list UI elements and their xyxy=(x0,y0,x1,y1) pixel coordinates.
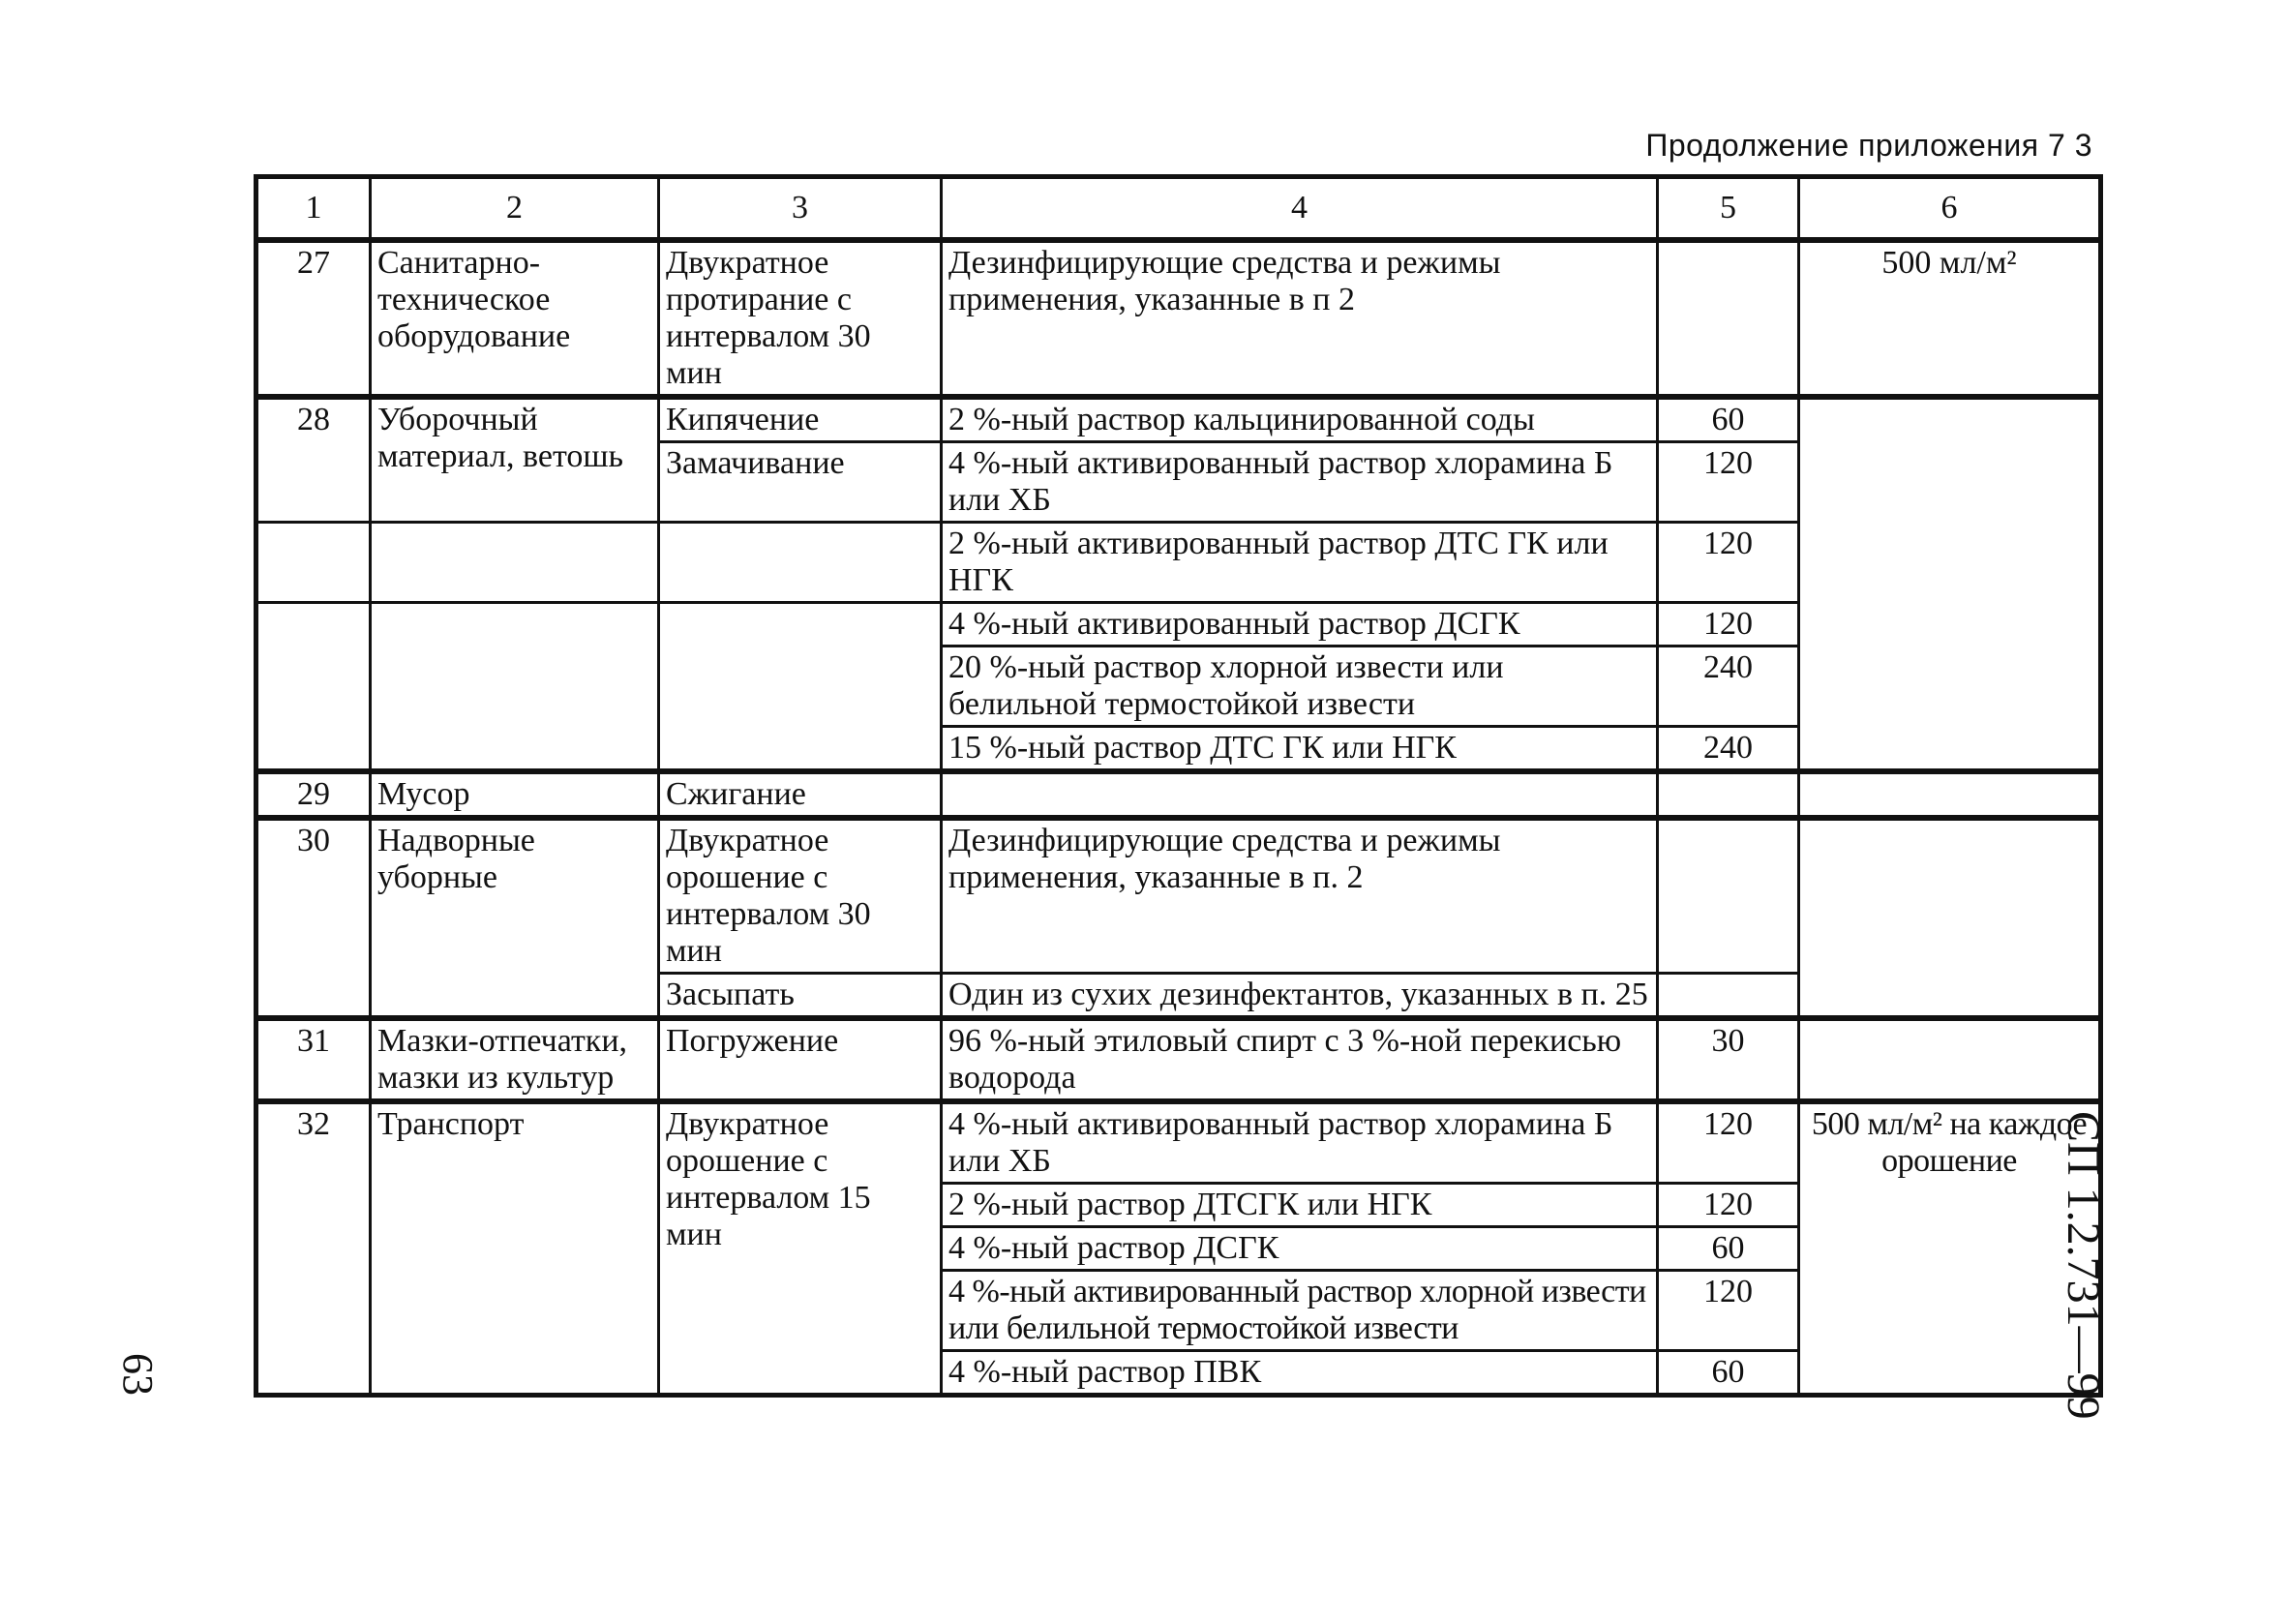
table-row xyxy=(256,1101,2101,1184)
row-number: 27 xyxy=(256,240,371,397)
time-cell: 60 xyxy=(1658,1351,1799,1396)
time-cell: 240 xyxy=(1658,727,1799,772)
agent-cell: 15 %-ный раствор ДТС ГК или НГК xyxy=(942,727,1658,772)
row-number: 30 xyxy=(256,818,371,1018)
time-cell: 120 xyxy=(1658,523,1799,603)
method-cell: Двукратное орошение с интервалом 15 мин xyxy=(659,1101,942,1396)
agent-cell: 4 %-ный раствор ДСГК xyxy=(942,1227,1658,1271)
method-cell: Погружение xyxy=(659,1018,942,1101)
object-cell xyxy=(371,603,659,772)
column-header: 4 xyxy=(942,177,1658,241)
disinfection-table xyxy=(254,174,2103,1398)
agent-cell: 4 %-ный активированный раствор хлорамина Б или ХБ xyxy=(942,1101,1658,1184)
agent-cell: Дезинфицирующие средства и режимы применения, указанные в п. 2 xyxy=(942,818,1658,974)
row-number: 28 xyxy=(256,397,371,523)
table-row xyxy=(256,240,2101,397)
object-cell: Транспорт xyxy=(371,1101,659,1396)
object-cell: Санитарно-техническое оборудование xyxy=(371,240,659,397)
time-cell xyxy=(1658,974,1799,1019)
agent-cell: 2 %-ный раствор ДТСГК или НГК xyxy=(942,1184,1658,1227)
norm-cell xyxy=(1799,818,2101,1018)
time-cell xyxy=(1658,771,1799,818)
row-number: 29 xyxy=(256,771,371,818)
time-cell: 120 xyxy=(1658,603,1799,647)
table-row-group-31 xyxy=(256,1018,2101,1101)
method-cell xyxy=(659,523,942,603)
time-cell: 120 xyxy=(1658,1101,1799,1184)
method-cell: Замачивание xyxy=(659,442,942,523)
norm-cell: 500 мл/м² xyxy=(1799,240,2101,397)
document-code: СП 1.2.731—99 xyxy=(2058,1111,2109,1420)
table-row-group-29 xyxy=(256,771,2101,818)
method-cell: Двукратное протирание с интервалом 30 мин xyxy=(659,240,942,397)
appendix-caption: Продолжение приложения 7 3 xyxy=(1645,128,2092,163)
table-row xyxy=(256,818,2101,974)
agent-cell: 4 %-ный активированный раствор хлорамина Б или ХБ xyxy=(942,442,1658,523)
column-header: 2 xyxy=(371,177,659,241)
object-cell xyxy=(371,523,659,603)
time-cell: 30 xyxy=(1658,1018,1799,1101)
table-row xyxy=(256,771,2101,818)
row-number xyxy=(256,523,371,603)
object-cell: Мусор xyxy=(371,771,659,818)
table-header-row xyxy=(256,177,2101,241)
table-row-group-28 xyxy=(256,397,2101,771)
time-cell: 240 xyxy=(1658,647,1799,727)
agent-cell: Один из сухих дезинфектантов, указанных в п. 25 xyxy=(942,974,1658,1019)
time-cell: 120 xyxy=(1658,1271,1799,1351)
time-cell: 60 xyxy=(1658,1227,1799,1271)
norm-cell xyxy=(1799,1018,2101,1101)
agent-cell: 96 %-ный этиловый спирт с 3 %-ной перекисью водорода xyxy=(942,1018,1658,1101)
time-cell: 120 xyxy=(1658,1184,1799,1227)
column-header: 6 xyxy=(1799,177,2101,241)
column-header: 1 xyxy=(256,177,371,241)
method-cell: Засыпать xyxy=(659,974,942,1019)
agent-cell: 2 %-ный раствор кальцинированной соды xyxy=(942,397,1658,442)
method-cell xyxy=(659,603,942,772)
agent-cell: Дезинфицирующие средства и режимы применения, указанные в п 2 xyxy=(942,240,1658,397)
table-row-group-30 xyxy=(256,818,2101,1018)
page-number: 63 xyxy=(114,1353,162,1396)
method-cell: Кипячение xyxy=(659,397,942,442)
table-row xyxy=(256,397,2101,442)
agent-cell xyxy=(942,771,1658,818)
agent-cell: 4 %-ный активированный раствор хлорной извести или белильной термостойкой извести xyxy=(942,1271,1658,1351)
table-row xyxy=(256,1018,2101,1101)
agent-cell: 4 %-ный активированный раствор ДСГК xyxy=(942,603,1658,647)
agent-cell: 20 %-ный раствор хлорной извести или белильной термостойкой извести xyxy=(942,647,1658,727)
row-number: 32 xyxy=(256,1101,371,1396)
object-cell: Надворные уборные xyxy=(371,818,659,1018)
time-cell: 120 xyxy=(1658,442,1799,523)
row-number: 31 xyxy=(256,1018,371,1101)
method-cell: Сжигание xyxy=(659,771,942,818)
table-row-group-27 xyxy=(256,240,2101,397)
time-cell: 60 xyxy=(1658,397,1799,442)
norm-cell xyxy=(1799,771,2101,818)
time-cell xyxy=(1658,818,1799,974)
agent-cell: 2 %-ный активированный раствор ДТС ГК или НГК xyxy=(942,523,1658,603)
norm-cell xyxy=(1799,397,2101,771)
table-row-group-32 xyxy=(256,1101,2101,1396)
column-header: 5 xyxy=(1658,177,1799,241)
norm-cell: 500 мл/м² на каждое орошение xyxy=(1799,1101,2101,1396)
agent-cell: 4 %-ный раствор ПВК xyxy=(942,1351,1658,1396)
object-cell: Мазки-отпечатки, мазки из культур xyxy=(371,1018,659,1101)
column-header: 3 xyxy=(659,177,942,241)
object-cell: Уборочный материал, ветошь xyxy=(371,397,659,523)
method-cell: Двукратное орошение с интервалом 30 мин xyxy=(659,818,942,974)
row-number xyxy=(256,603,371,772)
time-cell xyxy=(1658,240,1799,397)
